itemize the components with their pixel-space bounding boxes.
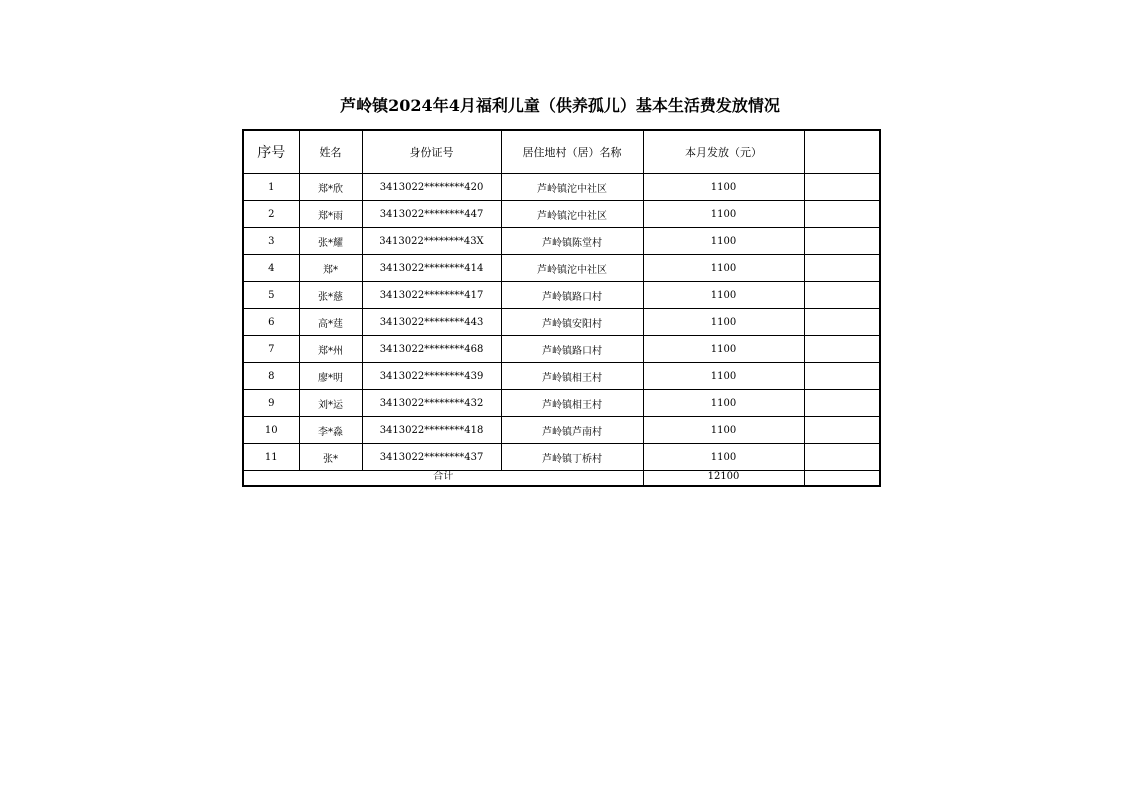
table-row [243, 363, 880, 390]
cell-note [804, 390, 880, 417]
total-amount: 12100 [643, 471, 804, 487]
cell-amount: 1100 [643, 417, 804, 444]
cell-id: 3413022********437 [362, 444, 501, 471]
cell-name: 刘*运 [299, 390, 362, 417]
cell-village: 芦岭镇沱中社区 [501, 174, 643, 201]
cell-village: 芦岭镇相王村 [501, 363, 643, 390]
cell-id: 3413022********420 [362, 174, 501, 201]
cell-seq: 7 [243, 336, 299, 363]
total-label: 合计 [243, 471, 643, 487]
cell-amount: 1100 [643, 255, 804, 282]
cell-note [804, 201, 880, 228]
cell-note [804, 363, 880, 390]
table-row [243, 282, 880, 309]
table-row [243, 417, 880, 444]
header-id: 身份证号 [362, 130, 501, 174]
total-row [243, 471, 880, 487]
header-row [243, 130, 880, 174]
cell-village: 芦岭镇安阳村 [501, 309, 643, 336]
table-row [243, 174, 880, 201]
table-row [243, 201, 880, 228]
cell-name: 郑*州 [299, 336, 362, 363]
cell-name: 廖*明 [299, 363, 362, 390]
cell-village: 芦岭镇芦南村 [501, 417, 643, 444]
cell-name: 张* [299, 444, 362, 471]
cell-note [804, 417, 880, 444]
payment-table [242, 129, 881, 487]
cell-seq: 4 [243, 255, 299, 282]
table-body [243, 174, 880, 471]
total-note [804, 471, 880, 487]
header-amount: 本月发放（元） [643, 130, 804, 174]
header-name: 姓名 [299, 130, 362, 174]
cell-seq: 2 [243, 201, 299, 228]
cell-name: 张*耀 [299, 228, 362, 255]
document-title: 芦岭镇2024年4月福利儿童（供养孤儿）基本生活费发放情况 [340, 96, 780, 115]
cell-amount: 1100 [643, 228, 804, 255]
cell-seq: 8 [243, 363, 299, 390]
cell-village: 芦岭镇沱中社区 [501, 201, 643, 228]
cell-village: 芦岭镇相王村 [501, 390, 643, 417]
cell-amount: 1100 [643, 336, 804, 363]
cell-id: 3413022********417 [362, 282, 501, 309]
cell-id: 3413022********439 [362, 363, 501, 390]
cell-name: 郑*欣 [299, 174, 362, 201]
cell-seq: 10 [243, 417, 299, 444]
table-header [243, 130, 880, 174]
header-note [804, 130, 880, 174]
cell-amount: 1100 [643, 282, 804, 309]
cell-seq: 3 [243, 228, 299, 255]
cell-seq: 5 [243, 282, 299, 309]
cell-note [804, 336, 880, 363]
cell-id: 3413022********43X [362, 228, 501, 255]
cell-village: 芦岭镇沱中社区 [501, 255, 643, 282]
cell-note [804, 309, 880, 336]
cell-id: 3413022********414 [362, 255, 501, 282]
table-row [243, 255, 880, 282]
cell-id: 3413022********447 [362, 201, 501, 228]
cell-amount: 1100 [643, 174, 804, 201]
table-footer [243, 471, 880, 487]
cell-name: 郑* [299, 255, 362, 282]
cell-name: 郑*雨 [299, 201, 362, 228]
table-row [243, 336, 880, 363]
cell-amount: 1100 [643, 201, 804, 228]
cell-seq: 6 [243, 309, 299, 336]
cell-note [804, 444, 880, 471]
cell-id: 3413022********432 [362, 390, 501, 417]
cell-name: 张*慈 [299, 282, 362, 309]
cell-village: 芦岭镇陈堂村 [501, 228, 643, 255]
cell-id: 3413022********468 [362, 336, 501, 363]
cell-amount: 1100 [643, 309, 804, 336]
table-row [243, 444, 880, 471]
table-row [243, 309, 880, 336]
cell-note [804, 282, 880, 309]
cell-id: 3413022********418 [362, 417, 501, 444]
cell-village: 芦岭镇路口村 [501, 336, 643, 363]
cell-seq: 11 [243, 444, 299, 471]
cell-name: 高*莛 [299, 309, 362, 336]
cell-village: 芦岭镇路口村 [501, 282, 643, 309]
header-village: 居住地村（居）名称 [501, 130, 643, 174]
table-row [243, 390, 880, 417]
cell-note [804, 255, 880, 282]
cell-name: 李*淼 [299, 417, 362, 444]
cell-note [804, 174, 880, 201]
cell-village: 芦岭镇丁桥村 [501, 444, 643, 471]
cell-id: 3413022********443 [362, 309, 501, 336]
table-row [243, 228, 880, 255]
cell-amount: 1100 [643, 363, 804, 390]
cell-seq: 9 [243, 390, 299, 417]
cell-amount: 1100 [643, 390, 804, 417]
cell-seq: 1 [243, 174, 299, 201]
cell-amount: 1100 [643, 444, 804, 471]
header-seq: 序号 [243, 130, 299, 174]
cell-note [804, 228, 880, 255]
